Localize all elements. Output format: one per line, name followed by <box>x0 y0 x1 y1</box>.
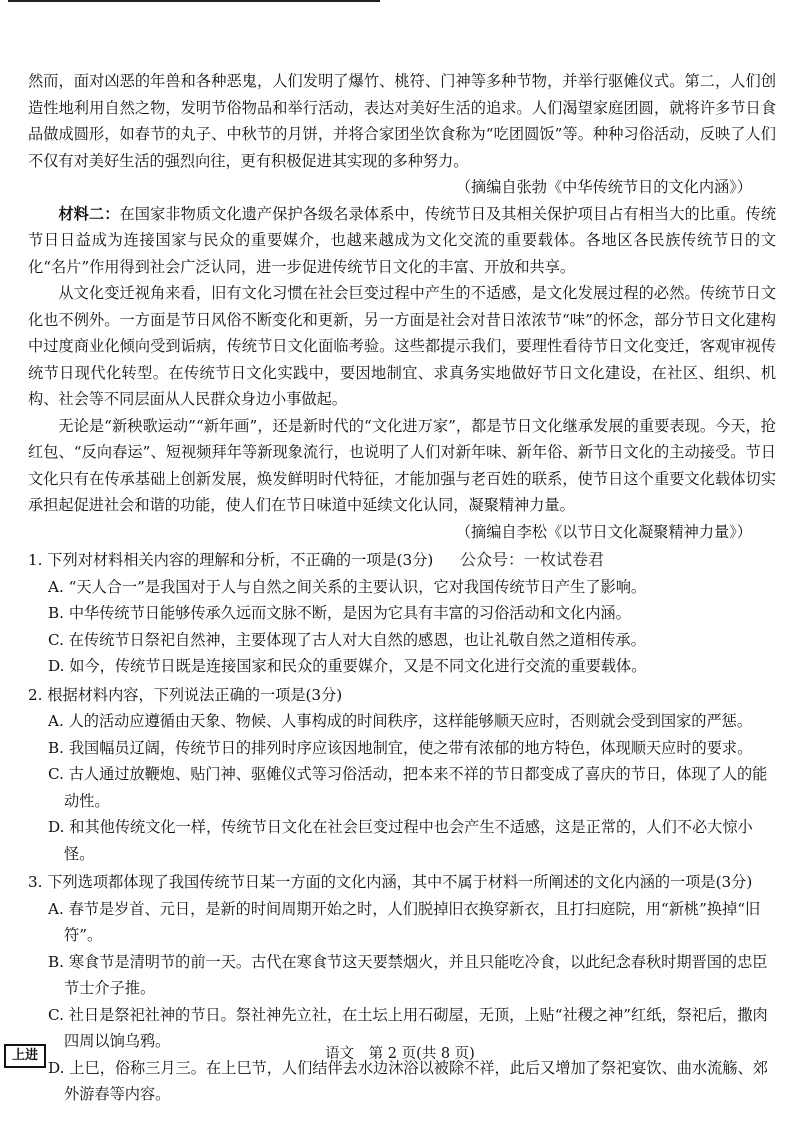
question-3-option-c: C. 社日是祭祀社神的节日。祭社神先立社，在土坛上用石砌屋，无顶，上贴“社稷之神”红纸，祭祀后，撒肉四周以饷乌鸦。 <box>48 1005 768 1050</box>
question-2-option-a: A. 人的活动应遵循由天象、物候、人事构成的时间秩序，这样能够顺天应时，否则就会受到国家的严惩。 <box>48 712 753 730</box>
question-2-option-d: D. 和其他传统文化一样，传统节日文化在社会巨变过程中也会产生不适感，这是正常的，人们不必大惊小怪。 <box>48 818 753 863</box>
material2-label: 材料二： <box>58 204 120 223</box>
question-1-stem <box>28 547 776 574</box>
question-2-stem: 2. 根据材料内容，下列说法正确的一项是(3分) <box>28 685 343 704</box>
question-1-option-a: A. “天人合一”是我国对于人与自然之间关系的主要认识，它对我国传统节日产生了影响。 <box>48 577 647 596</box>
question-1-stem-text: 1. 下列对材料相关内容的理解和分析，不正确的一项是(3分) <box>28 551 434 569</box>
material2-paragraph-1 <box>28 201 776 281</box>
question-1 <box>28 547 776 680</box>
material1-source: （摘编自张勃《中华传统节日的文化内涵》） <box>455 178 752 196</box>
question-2-option-c: C. 古人通过放鞭炮、贴门神、驱傩仪式等习俗活动，把本来不祥的节日都变成了喜庆的节日，体现了人的能动性。 <box>48 765 768 810</box>
material1-continuation: 然而，面对凶恶的年兽和各种恶鬼，人们发明了爆竹、桃符、门神等多种节物，并举行驱傩仪式。第二，人们创造性地利用自然之物，发明节俗物品和举行活动，表达对美好生活的追求。人们渴望家庭团圆，就将许多节日食品做成圆形，如春节的丸子、中秋节的月饼，并将合家团坐饮食称为“吃团圆饭”等。种种习俗活动，反映了人们不仅有对美好生活的强烈向往，更有积极促进其实现的多种努力。 <box>28 72 776 170</box>
question-1-option-d: D. 如今，传统节日既是连接国家和民众的重要媒介，又是不同文化进行交流的重要载体。 <box>48 657 647 675</box>
publisher-badge: 上进 <box>4 1044 46 1068</box>
question-3-option-b: B. 寒食节是清明节的前一天。古代在寒食节这天要禁烟火，并且只能吃冷食，以此纪念春秋时期晋国的忠臣节士介子推。 <box>48 952 768 997</box>
question-1-option-b: B. 中华传统节日能够传承久远而文脉不断，是因为它具有丰富的习俗活动和文化内涵。 <box>48 604 631 622</box>
page-footer <box>0 1034 800 1074</box>
question-1-option-c: C. 在传统节日祭祀自然神，主要体现了古人对大自然的感恩，也让礼敬自然之道相传承。 <box>48 630 646 649</box>
exam-page-content <box>28 68 776 1108</box>
question-3-stem: 3. 下列选项都体现了我国传统节日某一方面的文化内涵，其中不属于材料一所阐述的文化内涵的一项是(3分) <box>28 873 753 891</box>
page-number: 语文 第 2 页(共 8 页) <box>325 1046 475 1062</box>
material2-paragraph-2: 从文化变迁视角来看，旧有文化习惯在社会巨变过程中产生的不适感，是文化发展过程的必然。传统节日文化也不例外。一方面是节日风俗不断变化和更新，另一方面是社会对昔日浓浓节“味”的怀念，部分节日文化建构中过度商业化倾向受到诟病，传统节日文化面临考验。这些都提示我们，要理性看待节日文化变迁，客观审视传统节日现代化转型。在传统节日文化实践中，要因地制宜、求真务实地做好节日文化建设，在社区、组织、机构、社会等不同层面从人民群众身边小事做起。 <box>28 284 776 408</box>
material2-paragraph-3: 无论是“新秧歌运动”“新年画”，还是新时代的“文化进万家”，都是节日文化继承发展的重要表现。今天，抢红包、“反向春运”、短视频拜年等新现象流行，也说明了人们对新年味、新年俗、新节日文化的主动接受。节日文化只有在传承基础上创新发展，焕发鲜明时代特征，才能加强与老百姓的联系，使节日这个重要文化载体切实承担起促进社会和谐的功能，使人们在节日味道中延续文化认同，凝聚精神力量。 <box>28 416 776 514</box>
material2-source: （摘编自李松《以节日文化凝聚精神力量》） <box>455 522 752 541</box>
watermark-text: 公众号：一枚试卷君 <box>460 550 605 569</box>
question-2-option-b: B. 我国幅员辽阔，传统节日的排列时序应该因地制宜，使之带有浓郁的地方特色，体现顺天应时的要求。 <box>48 738 753 757</box>
material2-p1-text: 在国家非物质文化遗产保护各级名录体系中，传统节日及其相关保护项目占有相当大的比重。传统节日日益成为连接国家与民众的重要媒介，也越来越成为文化交流的重要载体。各地区各民族传统节日的文化“名片”作用得到社会广泛认同，进一步促进传统节日文化的丰富、开放和共享。 <box>28 204 777 276</box>
question-2 <box>28 682 776 868</box>
question-3-option-d: D. 上巳，俗称三月三。在上巳节，人们结伴去水边沐浴以被除不祥，此后又增加了祭祀宴饮、曲水流觞、郊外游春等内容。 <box>48 1058 768 1103</box>
top-rule <box>8 0 380 2</box>
question-3-option-a: A. 春节是岁首、元日，是新的时间周期开始之时，人们脱掉旧衣换穿新衣，且打扫庭院，用“新桃”换掉“旧符”。 <box>48 899 761 944</box>
